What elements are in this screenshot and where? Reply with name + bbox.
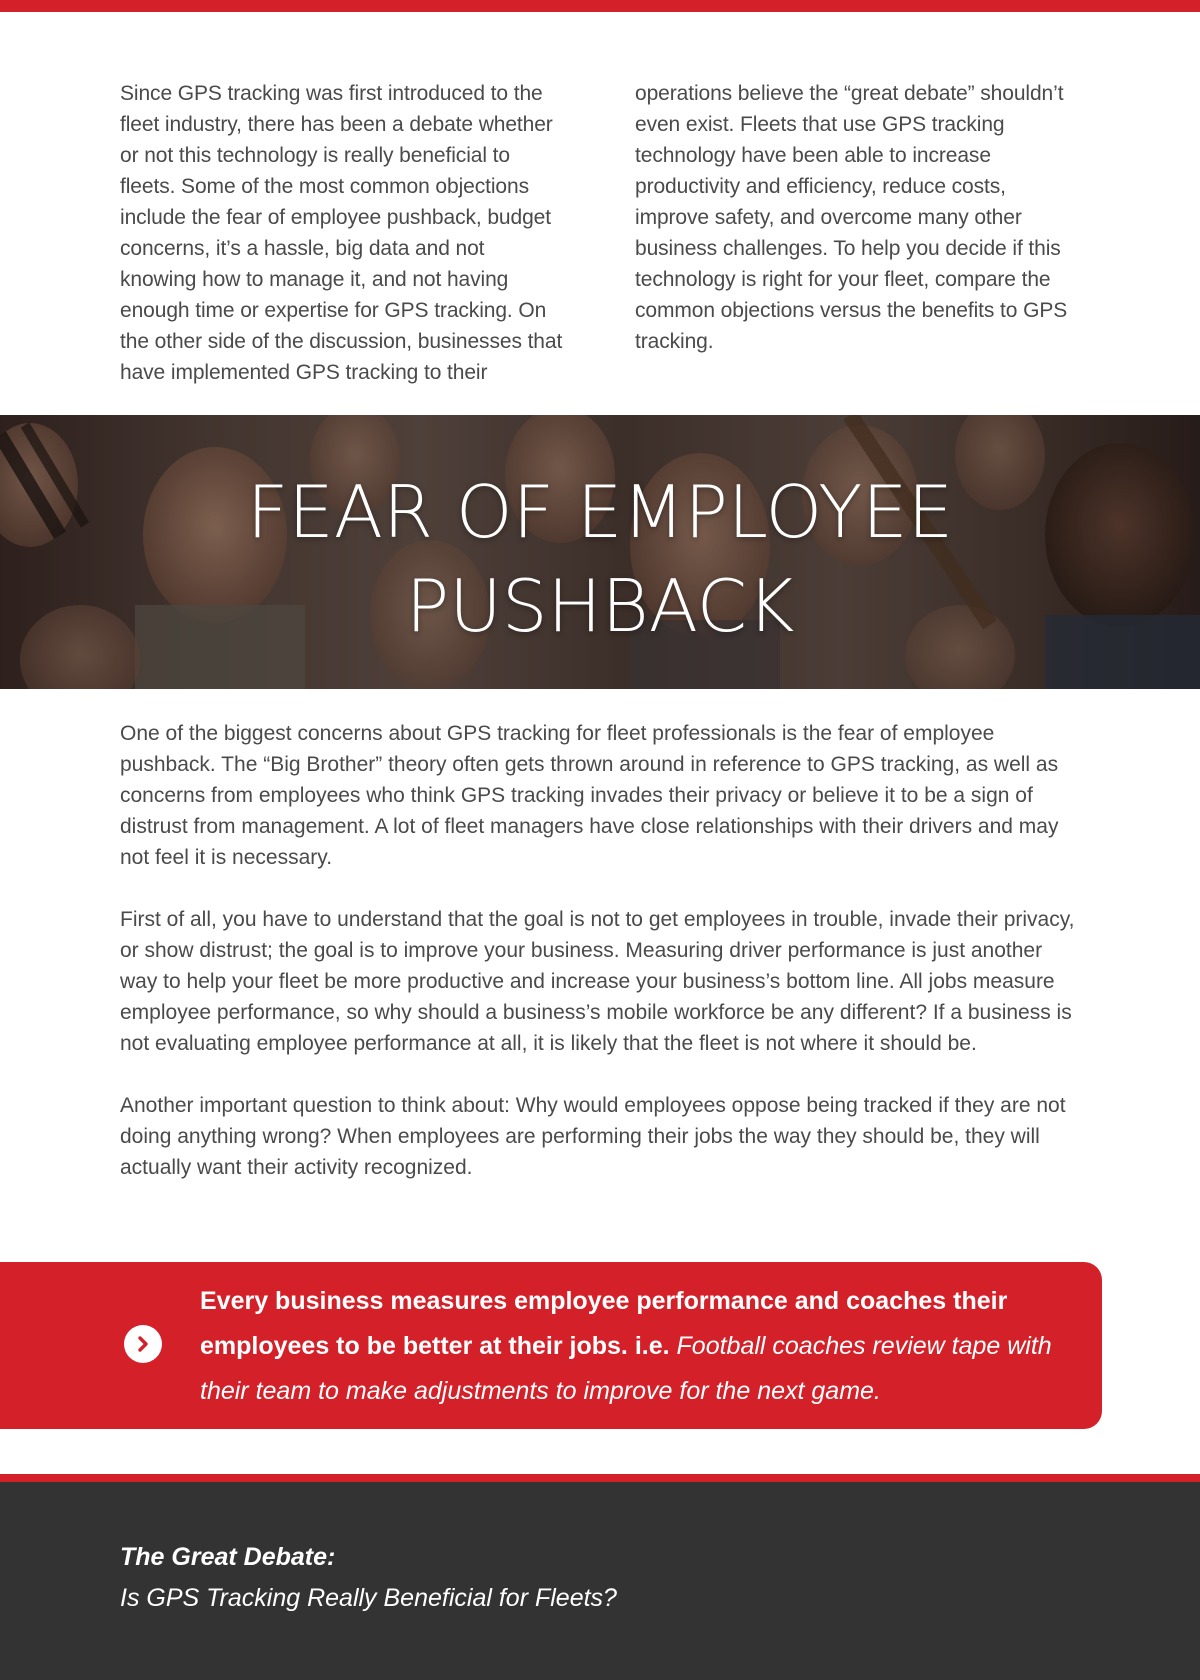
footer-accent-stripe xyxy=(0,1474,1200,1482)
paragraph-2: First of all, you have to understand that the goal is not to get employees in trouble, invade their privacy, or show distrust; the goal is to improve your business. Measuring driver performance is just another way to help your fleet be more productive and increase your business’s bottom line. All jobs measure employee performance, so why should a business’s mobile workforce be any different? If a business is not evaluating employee performance at all, it is likely that the fleet is not where it should be. xyxy=(120,908,1075,1055)
intro-column-left: Since GPS tracking was first introduced to the fleet industry, there has been a debate whether or not this technology is really beneficial to fleets. Some of the most common objections include the fear of employee pushback, budget concerns, it’s a hassle, big data and not knowing how to manage it, and not having enough time or expertise for GPS tracking. On the other side of the discussion, businesses that have implemented GPS tracking to their xyxy=(120,82,563,384)
footer-title: The Great Debate: xyxy=(120,1543,336,1571)
chevron-right-icon xyxy=(124,1325,162,1363)
section-heading-line1: FEAR OF EMPLOYEE xyxy=(246,470,954,554)
top-accent-bar xyxy=(0,0,1200,12)
intro-column-right: operations believe the “great debate” shouldn’t even exist. Fleets that use GPS tracking technology have been able to increase productivity and efficiency, reduce costs, improve safety, and overcome many other business challenges. To help you decide if this technology is right for your fleet, compare the common objections versus the benefits to GPS tracking. xyxy=(635,82,1068,353)
callout-italic-text: Football coaches review tape with their team to make adjustments to improve for the next game. xyxy=(200,1332,1052,1405)
paragraph-1: One of the biggest concerns about GPS tracking for fleet professionals is the fear of employee pushback. The “Big Brother” theory often gets thrown around in reference to GPS tracking, as well as concerns from employees who think GPS tracking invades their privacy or believe it to be a sign of distrust from management. A lot of fleet managers have close relationships with their drivers and may not feel it is necessary. xyxy=(120,722,1059,869)
callout-text xyxy=(200,1279,1060,1414)
section-heading-line2: PUSHBACK xyxy=(405,564,795,648)
footer-subtitle: Is GPS Tracking Really Beneficial for Fleets? xyxy=(120,1584,617,1612)
hero-banner xyxy=(0,415,1200,689)
body-text xyxy=(120,718,1080,1214)
section-heading xyxy=(0,465,1200,653)
callout-bold-text: Every business measures employee performance and coaches their employees to be better at their jobs. i.e. xyxy=(200,1287,1008,1360)
paragraph-3: Another important question to think about: Why would employees oppose being tracked if they are not doing anything wrong? When employees are performing their jobs the way they should be, they will actually want their activity recognized. xyxy=(120,1094,1066,1179)
intro-section xyxy=(120,78,1080,388)
